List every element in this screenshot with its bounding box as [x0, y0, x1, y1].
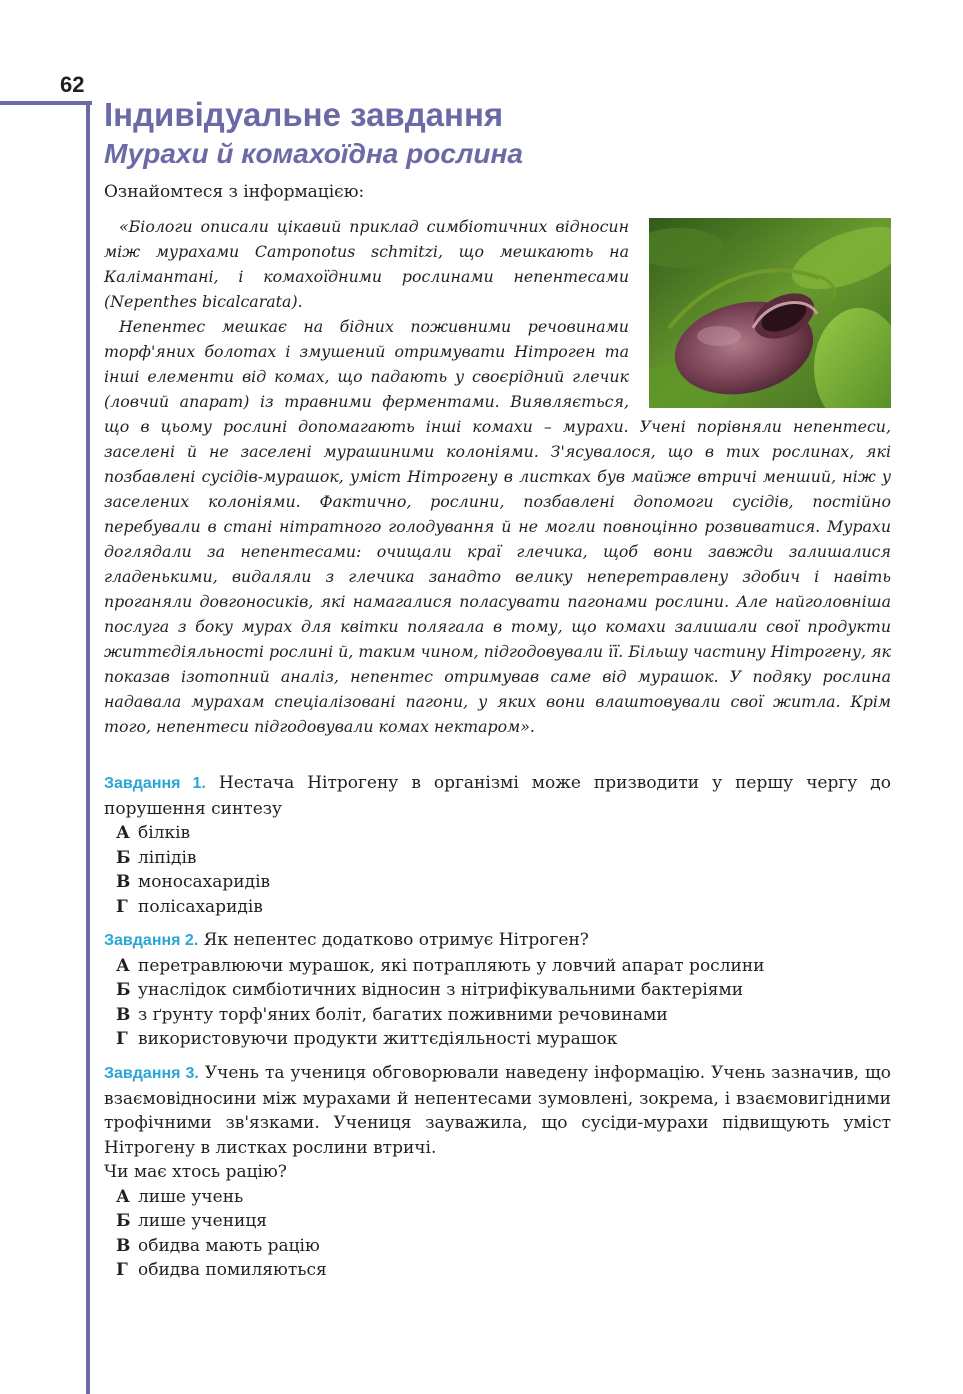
- task-label: Завдання 3.: [104, 1065, 199, 1082]
- answer-option: А лише учень: [116, 1186, 244, 1207]
- answer-option: А перетравлюючи мурашок, які потрапляють у ловчий апарат рослини: [116, 955, 765, 976]
- answer-option: Г полісахаридів: [116, 896, 263, 917]
- task-2: [104, 928, 891, 1052]
- task-3: [104, 1061, 891, 1283]
- quote-block: [104, 214, 891, 739]
- quote-paragraph: Непентес мешкає на бідних поживними речовинами торф'яних болотах і змушений отримувати Нітроген та інші елементи від комах, що падають у своєрідний глечик (ловчий апарат) із травними ферментами. Виявляється, що в цьому рослині допомагають інші комахи – мурахи. Учені порівняли непентеси, заселені й не заселені мурашиними колоніями. З'ясувалося, що в тих рослинах, які позбавлені сусідів-мурашок, уміст Нітрогену в листках був майже втричі менший, ніж у заселених колоніями. Фактично, рослини, позбавлені допомоги сусідів, постійно перебували в стані нітратного голодування й не могли повноцінно розвиватися. Мурахи доглядали за непентесами: очищали краї глечика, щоб вони завжди залишалися гладенькими, видаляли з глечика занадто велику неперетравлену здобич і навіть проганяли довгоносиків, які намагалися поласувати пагонами рослини. Але найголовніша послуга з боку мурах для квітки полягала в тому, що комахи залишали свої продукти життєдіяльності рослині й, таким чином, підгодовували її. Більшу частину Нітрогену, як показав ізотопний аналіз, непентес отримував саме від мурашок. У подяку рослина надавала мурахам спеціалізовані пагони, у яких вони влаштовували свої житла. Крім того, непентеси підгодовували комах нектаром».: [104, 317, 891, 736]
- answer-option: Б лише учениця: [116, 1211, 268, 1231]
- answer-option: Г використовуючи продукти життєдіяльності мурашок: [116, 1029, 618, 1049]
- page-subtitle: Мурахи й комахоїдна рослина: [104, 138, 523, 169]
- task-extra-question: Чи має хтось рацію?: [104, 1162, 287, 1182]
- answer-option: В моносахаридів: [116, 872, 271, 892]
- page-number: 62: [60, 72, 85, 97]
- task-question: Як непентес додатково отримує Нітроген?: [203, 930, 589, 950]
- task-label: Завдання 1.: [104, 775, 206, 792]
- margin-rule: [86, 101, 90, 1394]
- task-label: Завдання 2.: [104, 932, 199, 949]
- answer-option: В обидва мають рацію: [116, 1235, 320, 1256]
- page-title: Індивідуальне завдання: [104, 96, 504, 133]
- answer-option: В з ґрунту торф'яних боліт, багатих поживними речовинами: [116, 1004, 668, 1025]
- answer-option: Б ліпідів: [116, 847, 197, 868]
- answer-option: Б унаслідок симбіотичних відносин з нітрифікувальними бактеріями: [116, 980, 744, 1000]
- answer-option: Г обидва помиляються: [116, 1260, 327, 1280]
- intro-text: Ознайомтеся з інформацією:: [104, 182, 365, 202]
- task-question: Учень та учениця обговорювали наведену інформацію. Учень зазначив, що взаємовідносини між мурахами й непентесами зумовлені, зокрема, і взаємовигідними трофічними зв'язками. Учениця зауважила, що сусіди-мурахи підвищують уміст Нітрогену в листках рослини втричі.: [104, 1063, 892, 1158]
- answer-option: А білків: [116, 823, 191, 843]
- task-question: Нестача Нітрогену в організмі може призводити у першу чергу до порушення синтезу: [104, 773, 891, 819]
- quote-paragraph: «Біологи описали цікавий приклад симбіотичних відносин між мурахами Camponotus schmitzi, що мешкають на Калімантані, і комахоїдними рослинами непентесами (Nepenthes bicalcarata).: [104, 217, 629, 311]
- header-rule: [0, 101, 92, 105]
- task-1: [104, 771, 891, 919]
